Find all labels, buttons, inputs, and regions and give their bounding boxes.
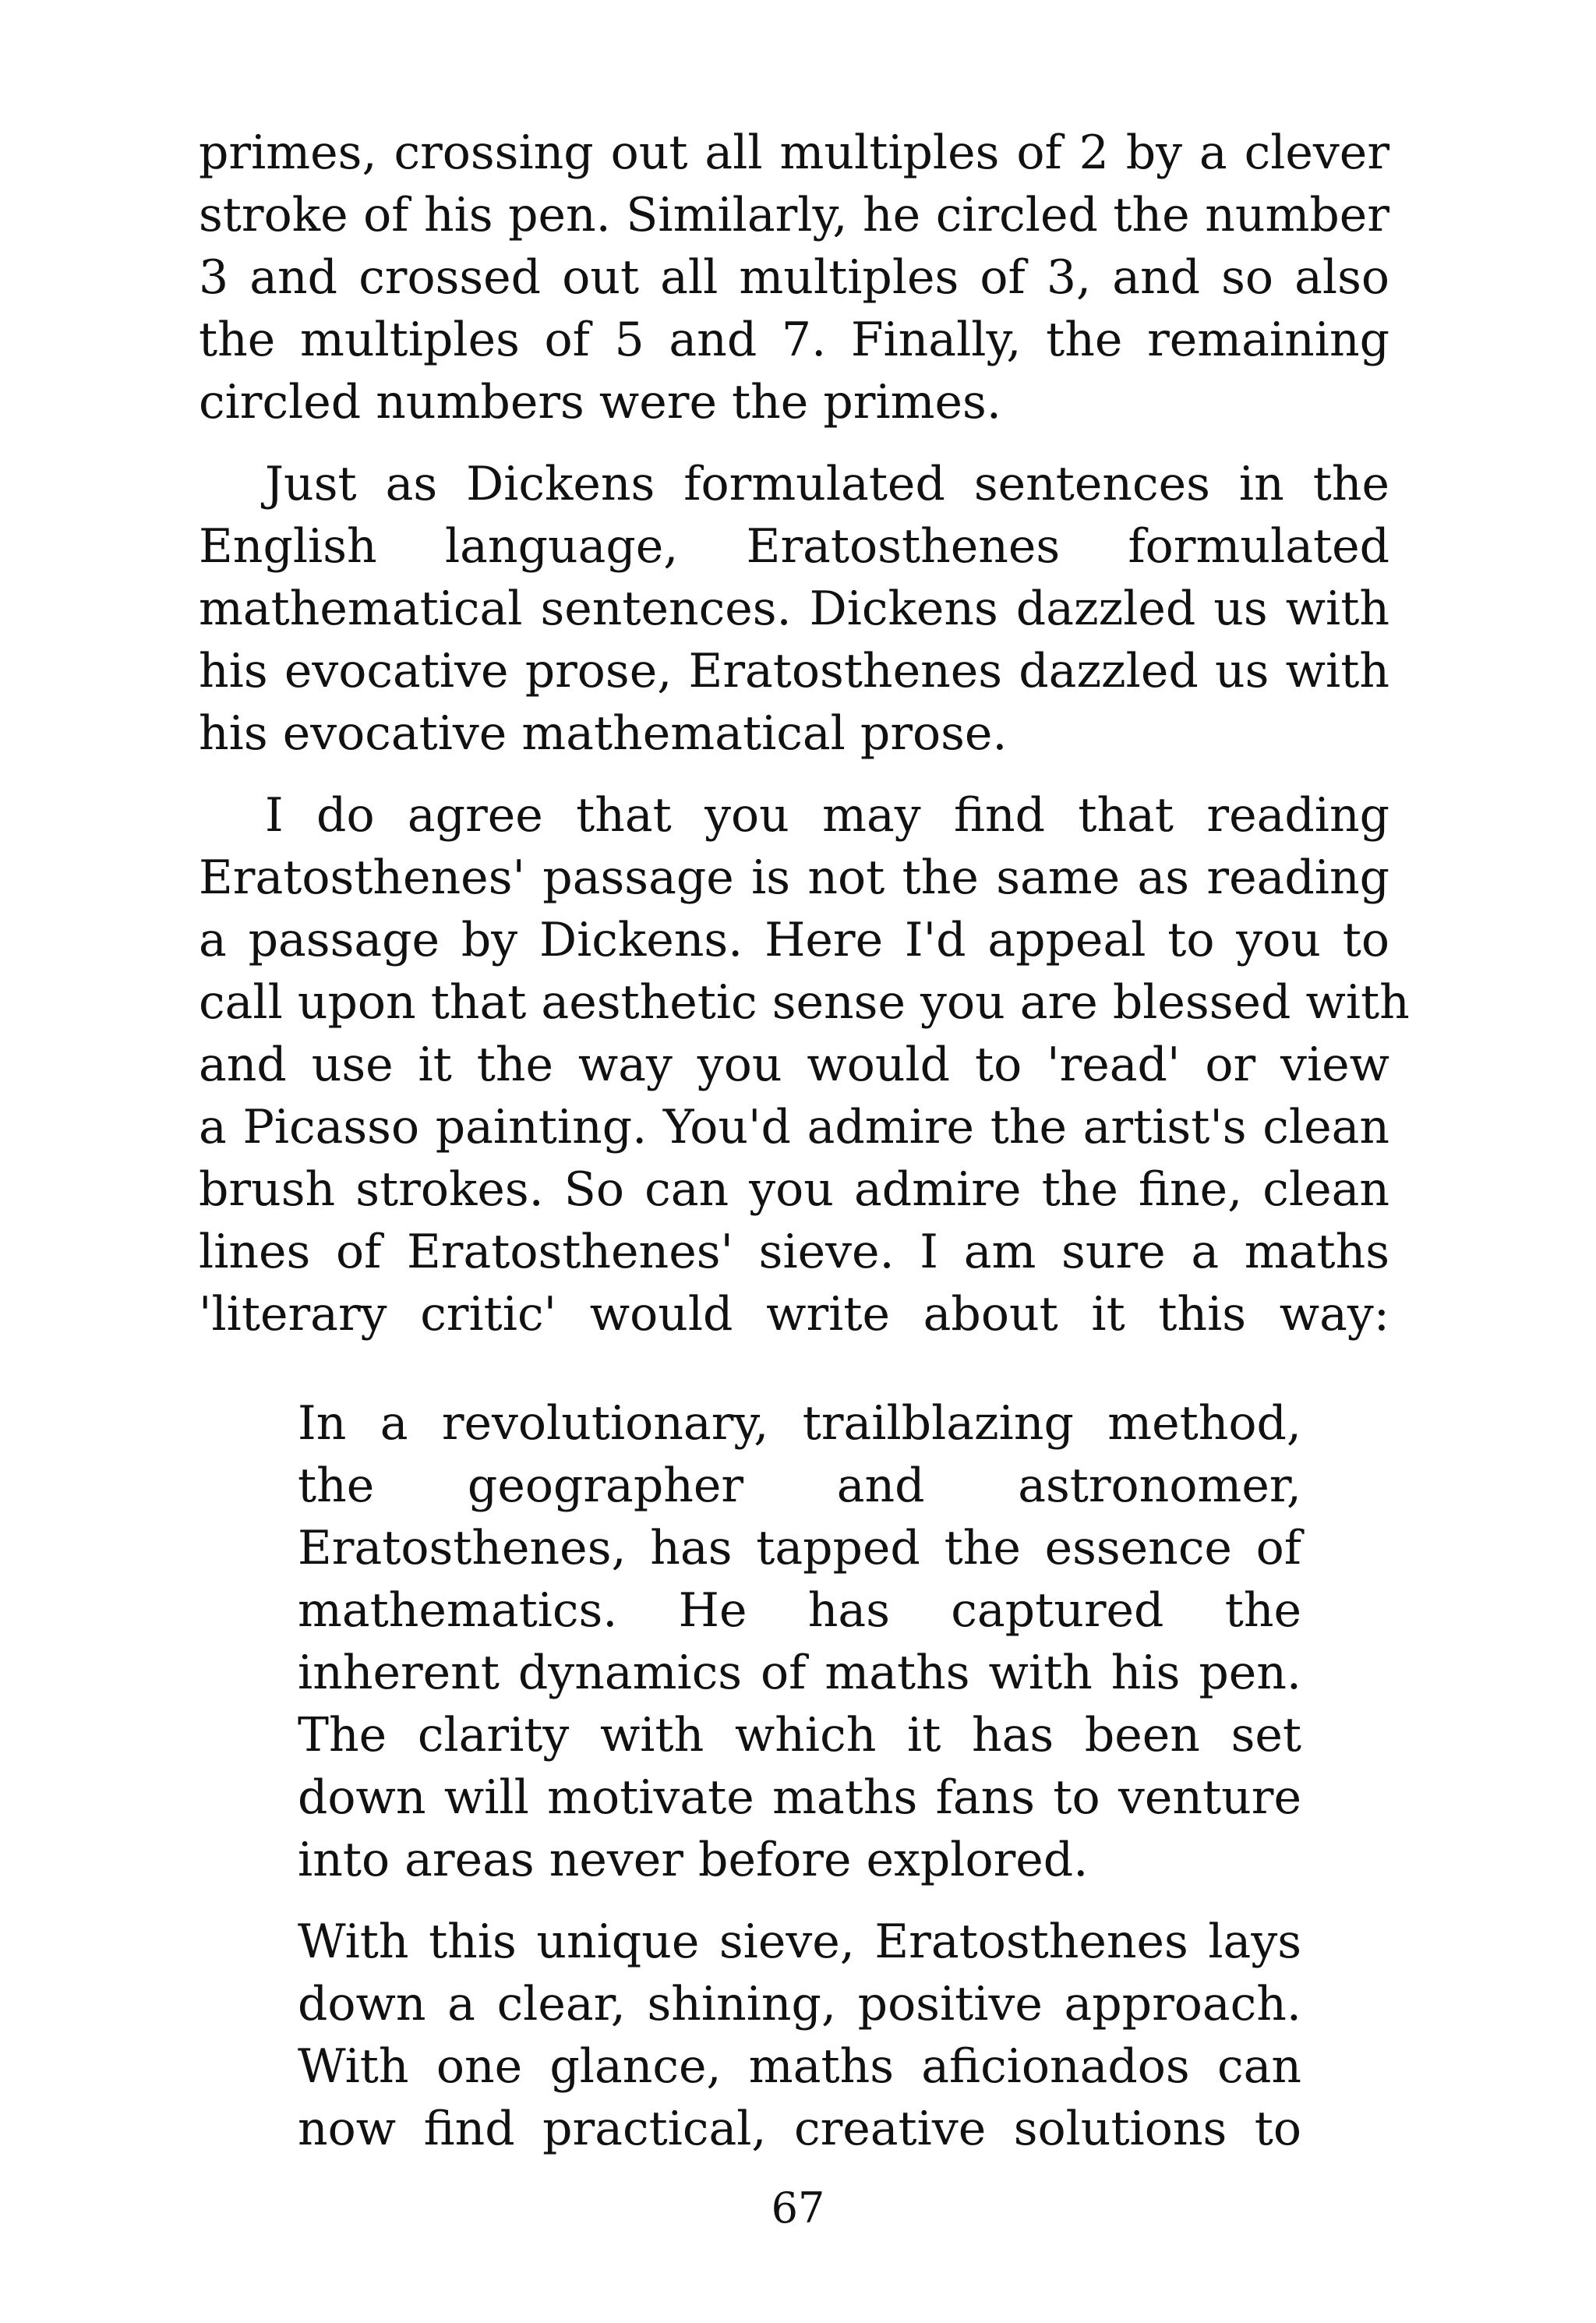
- quote-line: The clarity with which it has been set: [298, 1708, 1301, 1763]
- text-line: a passage by Dickens. Here I'd appeal to you to: [199, 913, 1389, 967]
- quote-line: mathematics. He has captured the: [298, 1583, 1301, 1638]
- quote-line: inherent dynamics of maths with his pen.: [298, 1646, 1301, 1700]
- text-line: English language, Eratosthenes formulated: [199, 519, 1389, 574]
- quote-line: down a clear, shining, positive approach.: [298, 1977, 1301, 2031]
- text-line: and use it the way you would to 'read' or view: [199, 1038, 1389, 1092]
- text-line: primes, crossing out all multiples of 2 by a clever: [199, 126, 1389, 180]
- text-line: his evocative prose, Eratosthenes dazzled us with: [199, 644, 1389, 698]
- text-line: I do agree that you may find that reading: [265, 788, 1389, 843]
- quote-line: Eratosthenes, has tapped the essence of: [298, 1521, 1301, 1575]
- text-line: a Picasso painting. You'd admire the artist's clean: [199, 1100, 1389, 1154]
- text-line: circled numbers were the primes.: [199, 375, 1001, 430]
- text-line: brush strokes. So can you admire the fine, clean: [199, 1162, 1389, 1217]
- quote-line: In a revolutionary, trailblazing method,: [298, 1396, 1301, 1451]
- quote-line: With this unique sieve, Eratosthenes lays: [298, 1915, 1301, 1969]
- quote-line: the geographer and astronomer,: [298, 1459, 1301, 1513]
- text-line: 'literary critic' would write about it this way:: [199, 1287, 1389, 1342]
- text-line: Eratosthenes' passage is not the same as reading: [199, 850, 1389, 905]
- text-line: Just as Dickens formulated sentences in the: [265, 457, 1389, 511]
- text-line: mathematical sentences. Dickens dazzled us with: [199, 582, 1389, 636]
- quote-line: With one glance, maths aficionados can: [298, 2039, 1301, 2094]
- quote-line: down will motivate maths fans to venture: [298, 1770, 1301, 1825]
- text-line: call upon that aesthetic sense you are blessed with: [199, 975, 1410, 1030]
- text-line: 3 and crossed out all multiples of 3, and so also: [199, 250, 1389, 305]
- text-line: lines of Eratosthenes' sieve. I am sure a maths: [199, 1225, 1389, 1279]
- text-line: stroke of his pen. Similarly, he circled the number: [199, 188, 1389, 242]
- text-line: the multiples of 5 and 7. Finally, the remaining: [199, 313, 1389, 367]
- quote-line: into areas never before explored.: [298, 1833, 1089, 1887]
- page-number: 67: [771, 2183, 825, 2233]
- text-line: his evocative mathematical prose.: [199, 706, 1008, 761]
- quote-line: now find practical, creative solutions to: [298, 2102, 1301, 2156]
